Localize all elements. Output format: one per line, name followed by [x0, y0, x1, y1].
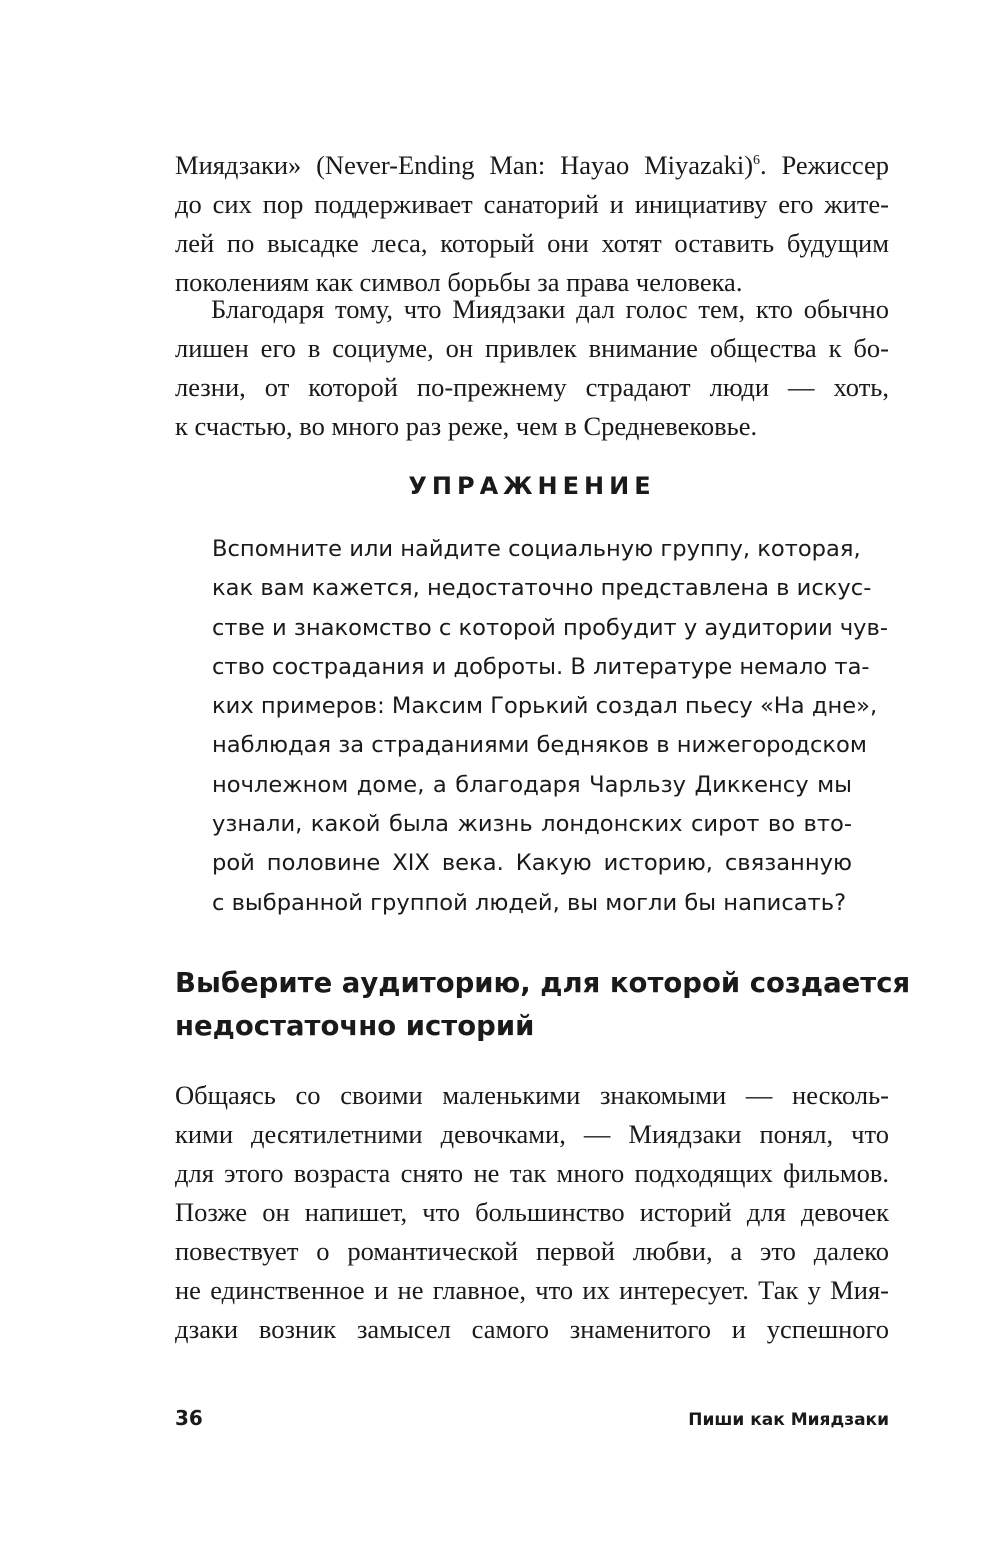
text-line: лишен его в социуме, он привлек внимание общества к бо-	[175, 333, 889, 363]
text-line: дзаки возник замысел самого знаменитого и успешного	[175, 1314, 889, 1344]
text-span: . Режиссер	[760, 150, 889, 180]
text-line: рой половине XIX века. Какую историю, связанную	[212, 850, 852, 877]
text-line: ночлежном доме, а благодаря Чарльзу Диккенсу мы	[212, 771, 852, 798]
heading-line: недостаточно историй	[175, 1010, 535, 1042]
text-line: Благодаря тому, что Миядзаки дал голос тем, кто обычно	[211, 294, 889, 324]
exercise-body	[212, 530, 889, 923]
text-line	[175, 146, 889, 185]
text-line: ких примеров: Максим Горький создал пьесу «На дне»,	[212, 693, 878, 720]
text-line: до сих пор поддерживает санаторий и инициативу его жите-	[175, 189, 889, 219]
text-line: для этого возраста снято не так много подходящих фильмов.	[175, 1158, 889, 1188]
page-number: 36	[175, 1406, 203, 1430]
text-line: стве и знакомство с которой пробудит у аудитории чув-	[212, 614, 889, 641]
text-line: к счастью, во много раз реже, чем в Средневековье.	[175, 411, 758, 441]
text-line: Позже он напишет, что большинство историй для девочек	[175, 1197, 889, 1227]
text-line: лезни, от которой по-прежнему страдают люди — хоть,	[175, 372, 889, 402]
exercise-heading: УПРАЖНЕНИЕ	[408, 472, 656, 500]
text-line: повествует о романтической первой любви, а это далеко	[175, 1236, 889, 1266]
text-line: с выбранной группой людей, вы могли бы написать?	[212, 889, 847, 916]
text-line: узнали, какой была жизнь лондонских сирот во вто-	[212, 811, 852, 838]
text-line: как вам кажется, недостаточно представлена в искус-	[212, 575, 872, 602]
running-footer-title: Пиши как Миядзаки	[688, 1410, 889, 1430]
paragraph	[175, 1076, 889, 1349]
section-heading	[175, 962, 911, 1048]
text-line: кими десятилетними девочками, — Миядзаки понял, что	[175, 1119, 889, 1149]
text-line: не единственное и не главное, что их интересует. Так у Мия-	[175, 1275, 889, 1305]
footnote-marker: 6	[753, 153, 761, 169]
text-line: Общаясь со своими маленькими знакомыми — несколь-	[175, 1080, 889, 1110]
text-line: поколениям как символ борьбы за права человека.	[175, 267, 743, 297]
text-span: Миядзаки» (Never-Ending Man: Hayao Miyazaki)	[175, 150, 754, 180]
text-line: лей по высадке леса, который они хотят оставить будущим	[175, 228, 889, 258]
text-line: Вспомните или найдите социальную группу, которая,	[212, 536, 861, 562]
paragraph	[175, 290, 889, 446]
paragraph-continuation	[175, 146, 889, 302]
text-line: ство сострадания и доброты. В литературе немало та-	[212, 653, 870, 680]
text-line: наблюдая за страданиями бедняков в нижегородском	[212, 732, 867, 759]
heading-line: Выберите аудиторию, для которой создается	[175, 967, 911, 999]
